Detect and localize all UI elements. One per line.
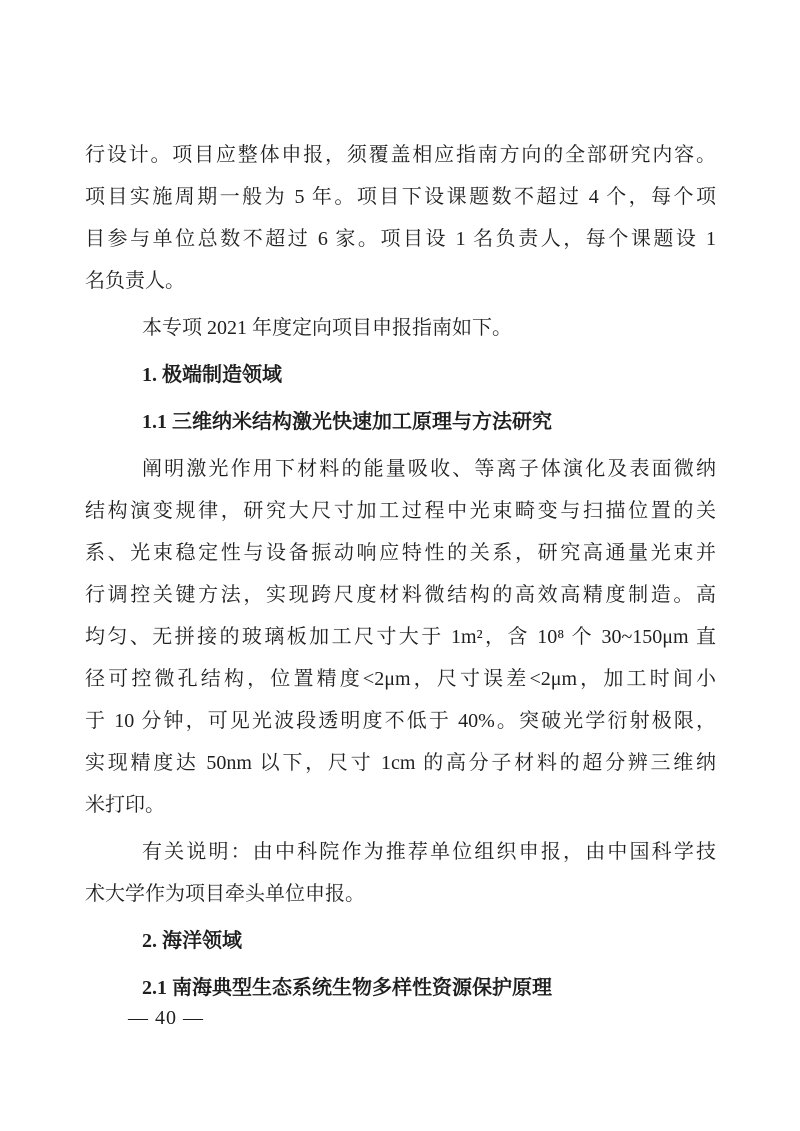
heading-line: 2. 海洋领域 [142, 930, 242, 952]
text-line: 实现精度达 50nm 以下，尺寸 1cm 的高分子材料的超分辨三维纳 [85, 752, 716, 774]
text-line: 项目实施周期一般为 5 年。项目下设课题数不超过 4 个，每个项 [85, 186, 716, 208]
text-line: 于 10 分钟，可见光波段透明度不低于 40%。突破光学衍射极限， [85, 710, 716, 732]
text-line: 行设计。项目应整体申报，须覆盖相应指南方向的全部研究内容。 [85, 144, 716, 166]
text-line: 本专项 2021 年度定向项目申报指南如下。 [142, 317, 512, 339]
text-line: 名负责人。 [85, 270, 185, 292]
page-number: — 40 — [128, 1007, 204, 1029]
text-line: 行调控关键方法，实现跨尺度材料微结构的高效高精度制造。高 [85, 584, 716, 606]
heading-line: 1. 极端制造领域 [142, 364, 282, 386]
text-line: 均匀、无拼接的玻璃板加工尺寸大于 1m²，含 10⁸ 个 30~150μm 直 [85, 626, 716, 648]
text-line: 系、光束稳定性与设备振动响应特性的关系，研究高通量光束并 [85, 542, 716, 564]
text-line: 径可控微孔结构，位置精度<2μm，尺寸误差<2μm，加工时间小 [85, 668, 716, 690]
text-line: 阐明激光作用下材料的能量吸收、等离子体演化及表面微纳 [142, 458, 716, 480]
heading-line: 2.1 南海典型生态系统生物多样性资源保护原理 [142, 977, 552, 999]
text-line: 结构演变规律，研究大尺寸加工过程中光束畸变与扫描位置的关 [85, 500, 716, 522]
text-line: 有关说明：由中科院作为推荐单位组织申报，由中国科学技 [142, 841, 716, 863]
text-line: 术大学作为项目牵头单位申报。 [85, 883, 365, 905]
heading-line: 1.1 三维纳米结构激光快速加工原理与方法研究 [142, 411, 552, 433]
text-line: 目参与单位总数不超过 6 家。项目设 1 名负责人，每个课题设 1 [85, 228, 716, 250]
document-body [85, 134, 716, 1009]
text-line: 米打印。 [85, 794, 165, 816]
